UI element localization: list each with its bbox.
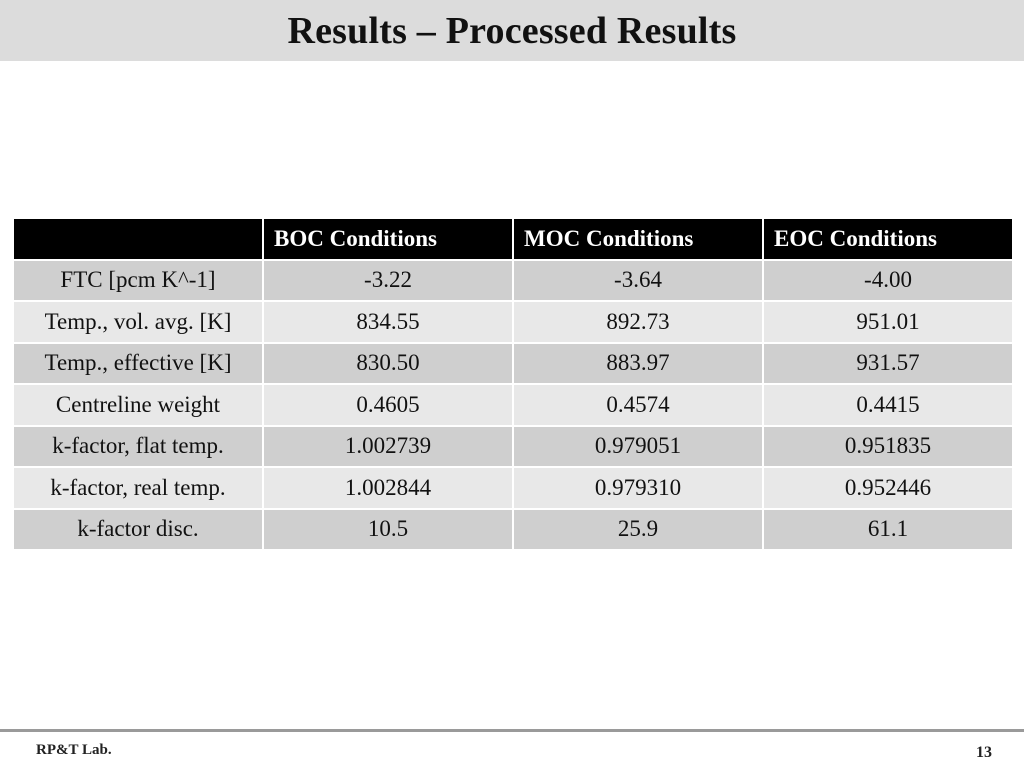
header-row [13, 218, 1013, 260]
table-cell: 951.01 [763, 301, 1013, 343]
row-label: k-factor, real temp. [13, 467, 263, 509]
row-label: k-factor, flat temp. [13, 426, 263, 468]
table-cell: 25.9 [513, 509, 763, 551]
title-bar [0, 0, 1024, 61]
table-row [13, 467, 1013, 509]
table-cell: 1.002844 [263, 467, 513, 509]
table-cell: 0.951835 [763, 426, 1013, 468]
table-cell: 61.1 [763, 509, 1013, 551]
table-cell: 0.4415 [763, 384, 1013, 426]
table-cell: 0.952446 [763, 467, 1013, 509]
footer-lab-name: RP&T Lab. [36, 742, 112, 758]
page-number: 13 [976, 744, 992, 761]
table-cell: 883.97 [513, 343, 763, 385]
table-cell: -4.00 [763, 260, 1013, 302]
table-cell: 0.4605 [263, 384, 513, 426]
column-header-moc: MOC Conditions [513, 218, 763, 260]
row-label: FTC [pcm K^-1] [13, 260, 263, 302]
footer-divider [0, 729, 1024, 732]
table-row [13, 343, 1013, 385]
table-cell: 0.979310 [513, 467, 763, 509]
table-cell: 10.5 [263, 509, 513, 551]
table-row [13, 260, 1013, 302]
row-label: k-factor disc. [13, 509, 263, 551]
column-header-boc: BOC Conditions [263, 218, 513, 260]
table-cell: 931.57 [763, 343, 1013, 385]
table-row [13, 426, 1013, 468]
column-header-eoc: EOC Conditions [763, 218, 1013, 260]
table-cell: -3.22 [263, 260, 513, 302]
table-cell: 892.73 [513, 301, 763, 343]
table-cell: 830.50 [263, 343, 513, 385]
row-label: Temp., effective [K] [13, 343, 263, 385]
table-cell: 0.979051 [513, 426, 763, 468]
table-row [13, 384, 1013, 426]
table-cell: 834.55 [263, 301, 513, 343]
table-cell: 0.4574 [513, 384, 763, 426]
row-label: Centreline weight [13, 384, 263, 426]
table-cell: 1.002739 [263, 426, 513, 468]
corner-cell [13, 218, 263, 260]
table-cell: -3.64 [513, 260, 763, 302]
table-row [13, 509, 1013, 551]
table-row [13, 301, 1013, 343]
results-table [12, 217, 1014, 551]
row-label: Temp., vol. avg. [K] [13, 301, 263, 343]
slide-title: Results – Processed Results [287, 9, 737, 52]
